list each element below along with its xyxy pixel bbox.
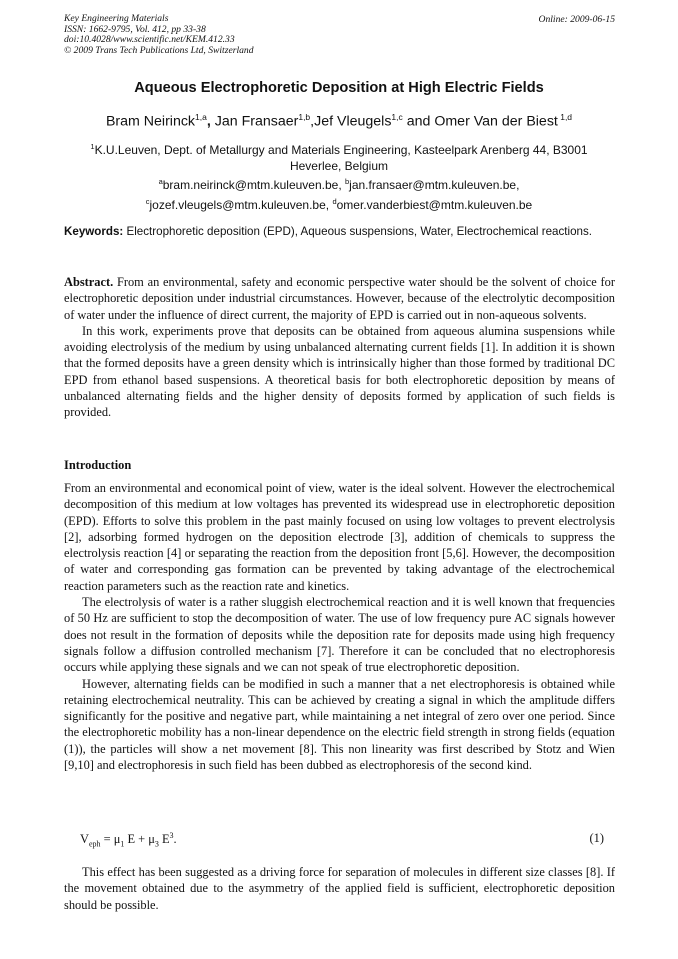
author-separator: ,	[206, 113, 215, 130]
author-affil-sup: 1,b	[298, 112, 311, 122]
eq-part: E + μ	[124, 832, 155, 847]
doi-line: doi:10.4028/www.scientific.net/KEM.412.33	[64, 34, 235, 46]
email-address: omer.vanderbiest@mtm.kuleuven.be	[336, 197, 533, 212]
email-sup: b	[344, 177, 350, 186]
abstract-text: From an environmental, safety and economic perspective water should be the solvent of choice for electrophoretic deposition under industrial circumstances. However, because of the electrolytic decomposition of water under the influence of direct current, the majority of EPD is carried out in non-aqueous solvents.	[64, 275, 615, 322]
journal-header	[64, 14, 254, 56]
introduction-continued	[64, 864, 615, 913]
eq-symbol: V	[80, 832, 89, 847]
email-address: jozef.vleugels@mtm.kuleuven.be,	[149, 197, 333, 212]
keywords-text: Electrophoretic deposition (EPD), Aqueous suspensions, Water, Electrochemical reactions.	[123, 225, 592, 238]
paper-title: Aqueous Electrophoretic Deposition at High Electric Fields	[134, 80, 544, 96]
author-name: Jef Vleugels	[314, 113, 392, 130]
author-name: Jan Fransaer	[214, 113, 299, 130]
equation-number: (1)	[589, 831, 604, 845]
author-list	[0, 112, 678, 130]
email-address: jan.fransaer@mtm.kuleuven.be,	[349, 178, 520, 192]
keywords-label: Keywords:	[64, 225, 124, 238]
author-affil-sup: 1,c	[391, 112, 403, 122]
affiliation-line1: K.U.Leuven, Dept. of Metallurgy and Materials Engineering, Kasteelpark Arenberg 44, B3001	[94, 143, 588, 157]
section-heading: Introduction	[64, 458, 132, 472]
email-sup: c	[145, 196, 150, 206]
author-name: Bram Neirinck	[105, 113, 196, 130]
eq-part: .	[173, 832, 177, 847]
issn-line: ISSN: 1662-9795, Vol. 412, pp 33-38	[64, 23, 206, 35]
body-paragraph: This effect has been suggested as a driving force for separation of molecules in different size classes [8]. If the movement obtained due to the asymmetry of the applied field is sufficient, electrophoretic deposition should be possible.	[64, 865, 615, 912]
eq-superscript: 3	[169, 831, 174, 840]
introduction-body	[64, 480, 615, 773]
affiliation-line2: Heverlee, Belgium	[289, 158, 389, 173]
eq-part: = μ	[100, 832, 121, 847]
author-name: Omer Van der Biest	[434, 113, 558, 130]
abstract-paragraph: In this work, experiments prove that deposits can be obtained from aqueous alumina suspensions while avoiding electrolysis of the medium by using unbalanced alternating current fields [1]. In addition it is shown that the formed deposits have a green density which is intrinsically higher than those formed by traditional DC EPD from ethanol based suspensions. A theoretical basis for both electrophoretic deposition by means of unbalanced alternating fields and the higher density of deposits formed by application of such fields is provided.	[64, 323, 615, 420]
email-sup: d	[332, 196, 337, 206]
affiliation	[0, 139, 678, 174]
author-separator: and	[402, 113, 435, 130]
email-address: bram.neirinck@mtm.kuleuven.be,	[162, 178, 345, 192]
body-paragraph: From an environmental and economical point of view, water is the ideal solvent. However the electrochemical decomposition of this medium at low voltages has prevented its widespread use in electrophoretic deposition (EPD). Efforts to solve this problem in the past mainly focused on using low voltages to prevent electrolysis [2], adsorbing formed hydrogen on the deposition electrode [3], addition of chemicals to suppress the electrolysis reaction [4] or separating the reaction from the deposition front [5,6]. However, the decomposition of water and corresponding gas formation can be prevented by taking advantage of the electrochemical reaction parameters such as the reaction rate and kinetics.	[64, 481, 615, 593]
keywords	[64, 224, 615, 239]
body-paragraph: However, alternating fields can be modified in such a manner that a net electrophoresis is obtained while retaining electrochemical neutrality. This can be achieved by creating a signal in which the amplitude differs significantly for the positive and negative part, while maintaining a net integral of zero over one period. Since the electrophoretic mobility has a non-linear dependence on the electric field strength in strong fields (equation (1)), the particles will show a net movement [8]. This non linearity was first described by Stotz and Wien [9,10] and electrophoresis in such field has been dubbed as electrophoresis of the second kind.	[64, 676, 615, 773]
eq-subscript: 1	[120, 839, 125, 849]
online-date: Online: 2009-06-15	[538, 14, 615, 25]
copyright-line: © 2009 Trans Tech Publications Ltd, Switzerland	[64, 44, 254, 56]
equation-expression	[80, 831, 177, 849]
equation-1	[80, 831, 604, 849]
eq-subscript: 3	[154, 839, 159, 849]
email-sup: a	[158, 177, 163, 186]
author-affil-sup: 1,a	[195, 112, 207, 122]
body-paragraph: The electrolysis of water is a rather sluggish electrochemical reaction and it is well known that frequencies of 50 Hz are sufficient to stop the decomposition of water. The use of low frequency pure AC signals however does not result in the formation of deposits while the deposition rate for deposits made using high frequency signals follow a diffusion controlled mechanism [7]. Therefore it can be concluded that no electrophoresis occurs while applying these signals and we can not speak of true electrophoretic deposition.	[64, 595, 615, 675]
author-separator: ,	[310, 113, 315, 130]
affiliation-sup: 1	[90, 142, 95, 151]
journal-name: Key Engineering Materials	[64, 13, 169, 24]
abstract-label: Abstract.	[64, 275, 114, 289]
abstract-paragraph	[64, 274, 615, 323]
eq-part: E	[158, 832, 170, 847]
eq-subscript: eph	[88, 839, 101, 849]
author-affil-sup: 1,d	[557, 112, 573, 122]
email-list	[0, 174, 678, 213]
abstract	[64, 274, 615, 421]
